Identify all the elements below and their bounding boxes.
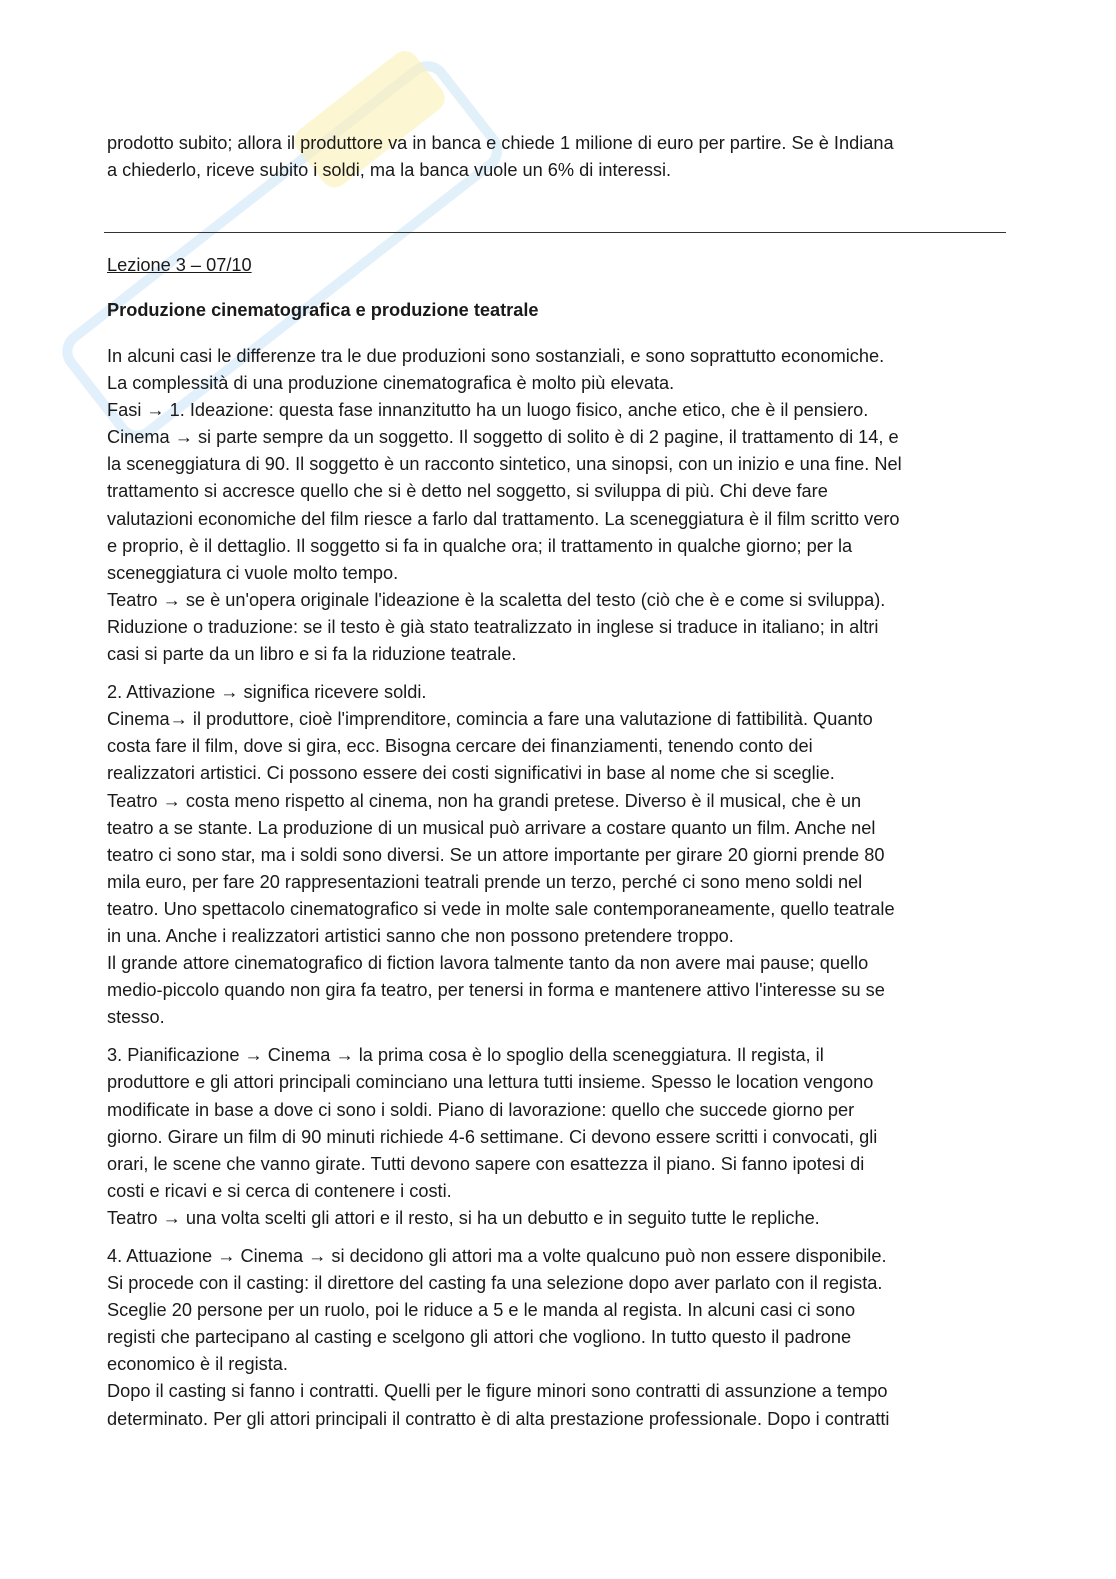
text-line: Fasi → 1. Ideazione: questa fase innanzitutto ha un luogo fisico, anche etico, che è il pensiero. xyxy=(107,400,869,421)
intro-line: prodotto subito; allora il produttore va in banca e chiede 1 milione di euro per partire. Se è Indiana xyxy=(107,133,894,153)
paragraph-pianificazione xyxy=(107,1042,1012,1232)
text-line: giorno. Girare un film di 90 minuti richiede 4-6 settimane. Ci devono essere scritti i convocati, gli xyxy=(107,1126,878,1147)
text-line: e proprio, è il dettaglio. Il soggetto si fa in qualche ora; il trattamento in qualche giorno; per la xyxy=(107,535,853,556)
text-line: 2. Attivazione → significa ricevere soldi. xyxy=(107,682,427,703)
text-line: stesso. xyxy=(107,1007,165,1028)
text-line: Cinema→ il produttore, cioè l'imprenditore, comincia a fare una valutazione di fattibilità. Quanto xyxy=(107,709,873,730)
lesson-title: Lezione 3 – 07/10 xyxy=(107,255,252,275)
text-line: orari, le scene che vanno girate. Tutti devono sapere con esattezza il piano. Si fanno ipotesi di xyxy=(107,1153,865,1174)
text-line: 3. Pianificazione → Cinema → la prima cosa è lo spoglio della sceneggiatura. Il regista, il xyxy=(107,1045,824,1066)
text-line: registi che partecipano al casting e scelgono gli attori che vogliono. In tutto questo il padrone xyxy=(107,1327,852,1348)
text-line: Teatro → una volta scelti gli attori e il resto, si ha un debutto e in seguito tutte le repliche. xyxy=(107,1207,820,1228)
text-line: realizzatori artistici. Ci possono essere dei costi significativi in base al nome che si sceglie. xyxy=(107,763,835,784)
text-line: costi e ricavi e si cerca di contenere i costi. xyxy=(107,1180,452,1201)
text-line: costa fare il film, dove si gira, ecc. Bisogna cercare dei finanziamenti, tenendo conto dei xyxy=(107,736,813,757)
intro-line: a chiederlo, riceve subito i soldi, ma la banca vuole un 6% di interessi. xyxy=(107,160,672,181)
text-line: Riduzione o traduzione: se il testo è già stato teatralizzato in inglese si traduce in italiano; in altri xyxy=(107,616,879,637)
section-title: Produzione cinematografica e produzione teatrale xyxy=(107,300,539,320)
text-line: trattamento si accresce quello che si è detto nel soggetto, si sviluppa di più. Chi deve fare xyxy=(107,481,828,502)
text-line: mila euro, per fare 20 rappresentazioni teatrali prende un terzo, perché ci sono meno soldi nel xyxy=(107,871,863,892)
text-line: determinato. Per gli attori principali il contratto è di alta prestazione professionale. Dopo i contratti xyxy=(107,1408,890,1429)
text-line: In alcuni casi le differenze tra le due produzioni sono sostanziali, e sono soprattutto economiche. xyxy=(107,346,885,366)
text-line: Il grande attore cinematografico di fiction lavora talmente tanto da non avere mai pause; quello xyxy=(107,953,869,974)
text-line: teatro a se stante. La produzione di un musical può arrivare a costare quanto un film. Anche nel xyxy=(107,817,876,838)
text-line: teatro ci sono star, ma i soldi sono diversi. Se un attore importante per girare 20 giorni prende 80 xyxy=(107,844,885,865)
text-line: Teatro → se è un'opera originale l'ideazione è la scaletta del testo (ciò che è e come si sviluppa). xyxy=(107,589,886,610)
text-line: Teatro → costa meno rispetto al cinema, non ha grandi pretese. Diverso è il musical, che è un xyxy=(107,790,862,811)
text-line: Dopo il casting si fanno i contratti. Quelli per le figure minori sono contratti di assunzione a tempo xyxy=(107,1381,888,1402)
paragraph-ideazione xyxy=(107,343,1012,668)
text-line: produttore e gli attori principali cominciano una lettura tutti insieme. Spesso le location vengono xyxy=(107,1072,874,1093)
text-line: in una. Anche i realizzatori artistici sanno che non possono pretendere troppo. xyxy=(107,925,734,946)
text-line: La complessità di una produzione cinematografica è molto più elevata. xyxy=(107,373,675,394)
text-line: la sceneggiatura di 90. Il soggetto è un racconto sintetico, una sinopsi, con un inizio e una fine. Nel xyxy=(107,454,902,475)
paragraph-attuazione xyxy=(107,1243,1012,1433)
text-line: economico è il regista. xyxy=(107,1354,288,1375)
text-line: sceneggiatura ci vuole molto tempo. xyxy=(107,562,399,583)
text-line: Sceglie 20 persone per un ruolo, poi le riduce a 5 e le manda al regista. In alcuni casi ci sono xyxy=(107,1300,856,1321)
text-line: teatro. Uno spettacolo cinematografico si vede in molte sale contemporaneamente, quello teatrale xyxy=(107,898,895,919)
paragraph-attivazione xyxy=(107,679,1012,1031)
lesson-body xyxy=(107,343,1012,1433)
text-line: Si procede con il casting: il direttore del casting fa una selezione dopo aver parlato con il regista. xyxy=(107,1273,883,1294)
intro-text xyxy=(107,130,1007,184)
text-line: 4. Attuazione → Cinema → si decidono gli attori ma a volte qualcuno può non essere disponibile. xyxy=(107,1246,887,1266)
text-line: casi si parte da un libro e si fa la riduzione teatrale. xyxy=(107,644,517,665)
text-line: valutazioni economiche del film riesce a farlo dal trattamento. La sceneggiatura è il film scritto vero xyxy=(107,508,900,529)
text-line: Cinema → si parte sempre da un soggetto. Il soggetto di solito è di 2 pagine, il trattamento di 14, e xyxy=(107,427,899,448)
text-line: medio-piccolo quando non gira fa teatro, per tenersi in forma e mantenere attivo l'interesse su se xyxy=(107,980,885,1001)
text-line: modificate in base a dove ci sono i soldi. Piano di lavorazione: quello che succede giorno per xyxy=(107,1099,855,1120)
section-divider xyxy=(104,232,1006,233)
